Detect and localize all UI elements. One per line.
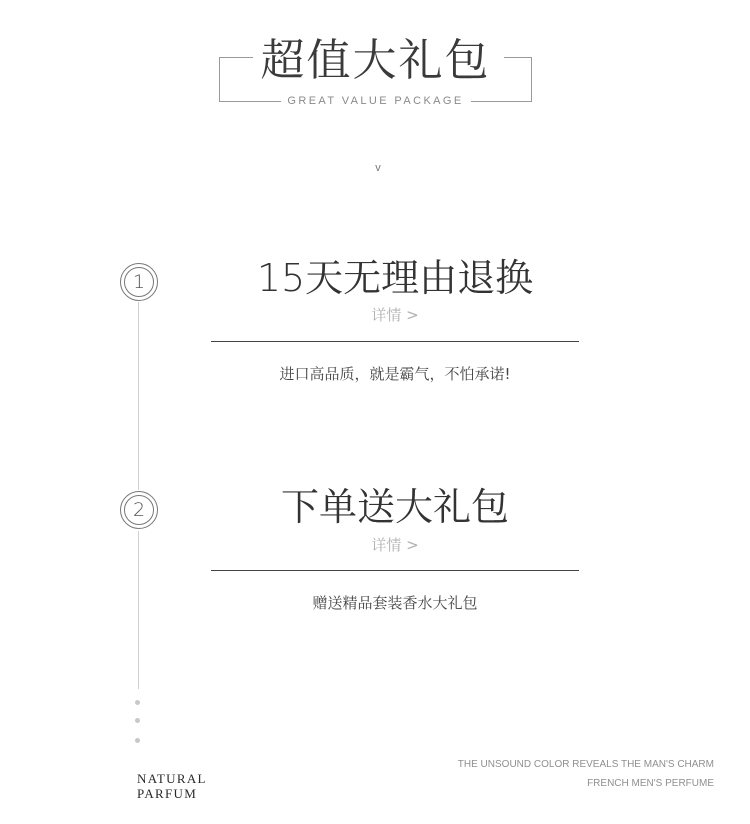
step-1-number-badge	[120, 263, 158, 301]
step-2-number-badge	[120, 491, 158, 529]
page-subtitle: GREAT VALUE PACKAGE	[287, 95, 464, 107]
step-1-detail-link[interactable]: 详情 >	[371, 306, 419, 324]
page-title: 超值大礼包	[260, 35, 491, 86]
brand-line-2: PARFUM	[137, 786, 198, 801]
step-1-title: 15天无理由退换	[256, 256, 534, 300]
brand-logo-text	[137, 771, 207, 801]
chevron-down-icon: v	[375, 162, 381, 174]
step-2-description: 赠送精品套装香水大礼包	[312, 594, 478, 612]
tagline-line-1: THE UNSOUND COLOR REVEALS THE MAN'S CHARM	[457, 759, 714, 770]
step-2-number: 2	[124, 495, 154, 525]
timeline-dot	[135, 718, 140, 723]
step-2-title: 下单送大礼包	[280, 485, 509, 529]
step-2-detail-link[interactable]: 详情 >	[371, 536, 419, 554]
tagline-line-2: FRENCH MEN'S PERFUME	[587, 778, 714, 789]
step-2-divider	[211, 570, 579, 571]
step-1-description: 进口高品质，就是霸气，不怕承诺!	[279, 365, 511, 383]
timeline-dot	[135, 738, 140, 743]
step-1-divider	[211, 341, 579, 342]
timeline-dot	[135, 700, 140, 705]
timeline-line-segment-1	[138, 302, 139, 490]
page-header	[219, 35, 532, 107]
timeline-line-segment-2	[138, 531, 139, 689]
step-1-number: 1	[124, 267, 154, 297]
brand-line-1: NATURAL	[137, 771, 207, 786]
